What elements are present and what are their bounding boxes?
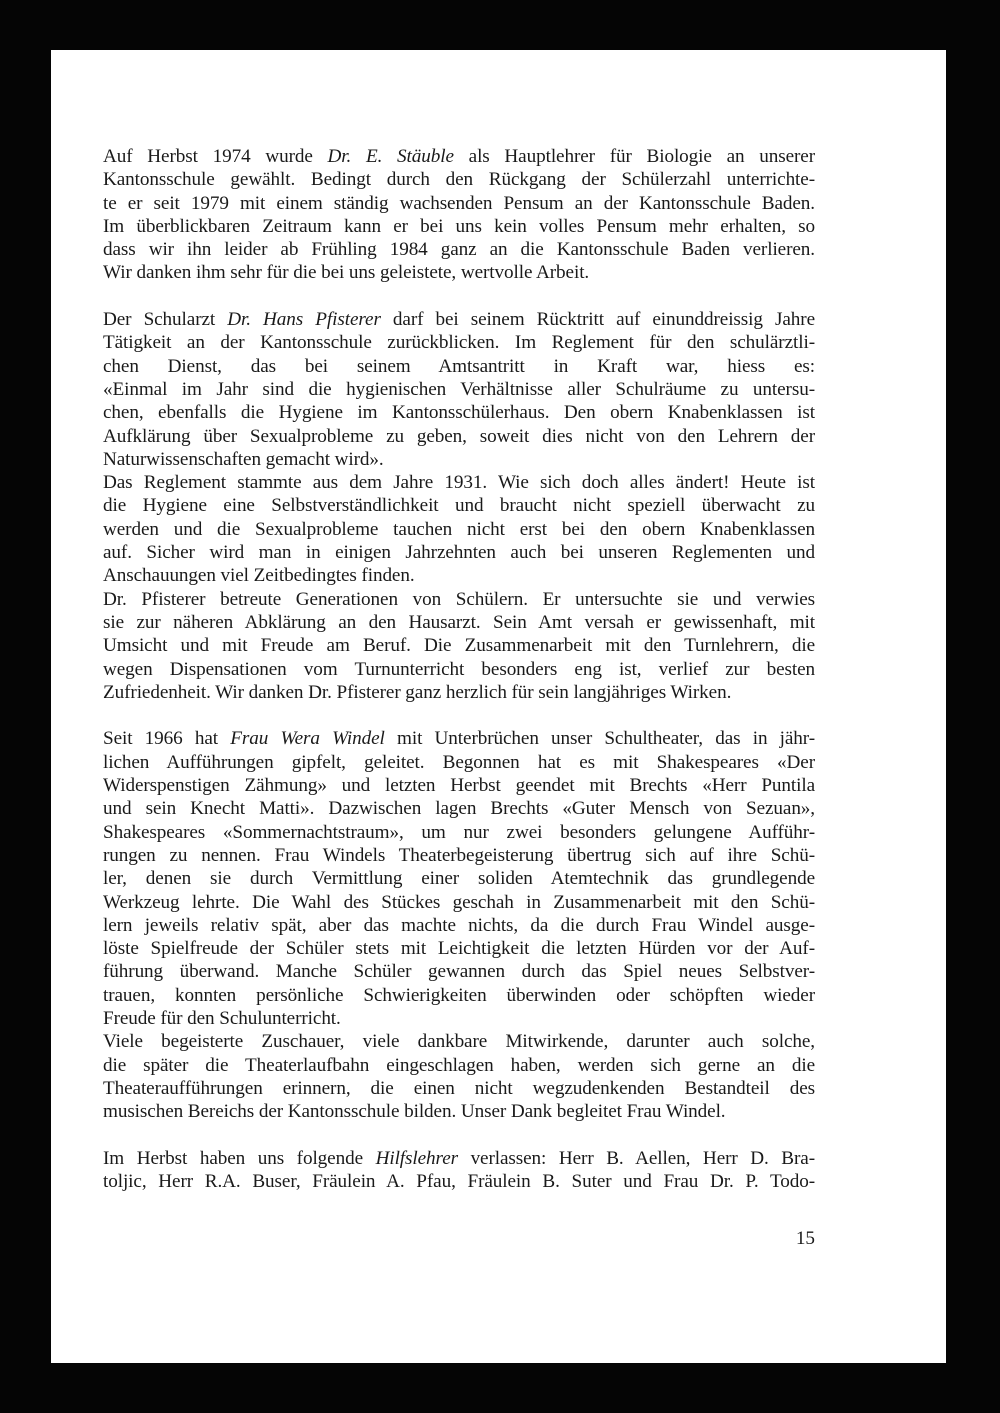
text-segment: auf. Sicher wird man in einigen Jahrzehnten auch bei unseren Reglementen und <box>103 542 815 564</box>
text-segment: lern jeweils relativ spät, aber das machte nichts, da die durch Frau Windel ausge- <box>103 914 815 936</box>
text-segment: verlassen: Herr B. Aellen, Herr D. Bra- <box>457 1147 815 1169</box>
text-line <box>103 1054 815 1077</box>
text-line <box>103 588 815 611</box>
text-line <box>103 727 815 750</box>
text-segment: wegen Dispensationen vom Turnunterricht besonders eng ist, verlief zur besten <box>103 658 815 680</box>
text-line <box>103 821 815 844</box>
text-segment: Umsicht und mit Freude am Beruf. Die Zusammenarbeit mit den Turnlehrern, die <box>103 635 815 657</box>
text-line <box>103 1007 815 1030</box>
text-segment: «Einmal im Jahr sind die hygienischen Verhältnisse aller Schulräume zu untersu- <box>103 378 815 400</box>
text-line <box>103 541 815 564</box>
emphasized-name: Frau Wera Windel <box>230 728 385 750</box>
text-segment: mit Unterbrüchen unser Schultheater, das in jähr- <box>384 728 816 750</box>
text-line <box>103 774 815 797</box>
text-line <box>103 1077 815 1100</box>
text-line <box>103 797 815 820</box>
text-segment: Dr. Pfisterer betreute Generationen von Schülern. Er untersuchte sie und verwies <box>103 588 815 610</box>
text-line <box>103 1147 815 1170</box>
text-segment: Viele begeisterte Zuschauer, viele dankbare Mitwirkende, darunter auch solche, <box>103 1031 815 1053</box>
text-segment: Seit 1966 hat <box>103 728 231 750</box>
text-segment: musischen Bereichs der Kantonsschule bilden. Unser Dank begleitet Frau Windel. <box>103 1101 726 1123</box>
text-segment: ler, denen sie durch Vermittlung einer soliden Atemtechnik das grundlegende <box>103 868 815 890</box>
text-segment: Shakespeares «Sommernachtstraum», um nur zwei besonders gelungene Aufführ- <box>103 821 815 843</box>
text-line <box>103 1170 815 1193</box>
text-line <box>103 960 815 983</box>
text-line <box>103 658 815 681</box>
emphasized-name: Hilfslehrer <box>375 1147 458 1169</box>
text-segment: Kantonsschule gewählt. Bedingt durch den Rückgang der Schülerzahl unterrichte- <box>103 169 815 191</box>
emphasized-name: Dr. E. Stäuble <box>327 146 454 167</box>
text-line <box>103 634 815 657</box>
paragraph-staeuble <box>103 145 815 285</box>
text-line <box>103 331 815 354</box>
text-line <box>103 518 815 541</box>
text-segment: Werkzeug lehrte. Die Wahl des Stückes geschah in Zusammenarbeit mit den Schü- <box>103 891 815 913</box>
text-segment: die Hygiene eine Selbstverständlichkeit und braucht nicht speziell überwacht zu <box>103 495 815 517</box>
text-segment: als Hauptlehrer für Biologie an unserer <box>453 146 815 167</box>
page-number: 15 <box>795 1228 815 1249</box>
text-line <box>103 611 815 634</box>
paragraph-windel <box>103 727 815 1123</box>
text-line <box>103 867 815 890</box>
body-text <box>103 145 815 1217</box>
text-segment: Zufriedenheit. Wir danken Dr. Pfisterer ganz herzlich für sein langjähriges Wirken. <box>103 681 732 703</box>
text-line <box>103 401 815 424</box>
text-segment: dass wir ihn leider ab Frühling 1984 ganz an die Kantonsschule Baden verlieren. <box>103 239 815 261</box>
text-line <box>103 425 815 448</box>
text-segment: rungen zu nennen. Frau Windels Theaterbegeisterung übertrug sich auf ihre Schü- <box>103 844 815 866</box>
text-segment: te er seit 1979 mit einem ständig wachsenden Pensum an der Kantonsschule Baden. <box>103 192 815 214</box>
text-segment: toljic, Herr R.A. Buser, Fräulein A. Pfau, Fräulein B. Suter und Frau Dr. P. Todo- <box>103 1171 815 1193</box>
text-line <box>103 494 815 517</box>
text-segment: Auf Herbst 1974 wurde <box>103 146 328 167</box>
text-segment: Tätigkeit an der Kantonsschule zurückblicken. Im Reglement für den schulärztli- <box>103 332 815 354</box>
text-segment: chen Dienst, das bei seinem Amtsantritt in Kraft war, hiess es: <box>103 355 815 377</box>
text-segment: darf bei seinem Rücktritt auf einunddreissig Jahre <box>380 309 815 331</box>
text-segment: trauen, konnten persönliche Schwierigkeiten überwinden oder schöpften wieder <box>103 984 815 1006</box>
text-segment: Theateraufführungen erinnern, die einen nicht wegzudenkenden Bestandteil des <box>103 1077 815 1099</box>
text-line <box>103 1100 815 1123</box>
text-line <box>103 1030 815 1053</box>
text-line <box>103 564 815 587</box>
text-segment: Widerspenstigen Zähmung» und letzten Herbst geendet mit Brechts «Herr Puntila <box>103 775 815 797</box>
text-line <box>103 891 815 914</box>
text-line <box>103 168 815 191</box>
text-line <box>103 192 815 215</box>
text-line <box>103 238 815 261</box>
text-segment: Im überblickbaren Zeitraum kann er bei uns kein volles Pensum mehr erhalten, so <box>103 215 815 237</box>
text-line <box>103 355 815 378</box>
text-segment: Im Herbst haben uns folgende <box>103 1147 376 1169</box>
text-segment: die später die Theaterlaufbahn eingeschlagen haben, werden sich gerne an die <box>103 1054 815 1076</box>
emphasized-name: Dr. Hans Pfisterer <box>227 309 381 331</box>
text-segment: Freude für den Schulunterricht. <box>103 1007 341 1029</box>
text-segment: chen, ebenfalls die Hygiene im Kantonsschülerhaus. Den obern Knabenklassen ist <box>103 402 815 424</box>
text-line <box>103 215 815 238</box>
text-line <box>103 984 815 1007</box>
text-line <box>103 145 815 168</box>
text-segment: führung überwand. Manche Schüler gewannen durch das Spiel neues Selbstver- <box>103 961 815 983</box>
text-line <box>103 681 815 704</box>
text-line <box>103 378 815 401</box>
text-segment: Wir danken ihm sehr für die bei uns geleistete, wertvolle Arbeit. <box>103 262 590 284</box>
text-segment: Anschauungen viel Zeitbedingtes finden. <box>103 565 415 587</box>
text-line <box>103 448 815 471</box>
text-line <box>103 914 815 937</box>
text-segment: Aufklärung über Sexualprobleme zu geben, soweit dies nicht von den Lehrern der <box>103 425 815 447</box>
text-line <box>103 261 815 284</box>
paragraph-hilfslehrer <box>103 1147 815 1194</box>
text-line <box>103 937 815 960</box>
text-segment: lichen Aufführungen gipfelt, geleitet. Begonnen hat es mit Shakespeares «Der <box>103 751 815 773</box>
text-line <box>103 751 815 774</box>
paragraph-pfisterer <box>103 308 815 704</box>
text-segment: sie zur näheren Abklärung an den Hausarzt. Sein Amt versah er gewissenhaft, mit <box>103 611 815 633</box>
text-segment: werden und die Sexualprobleme tauchen nicht erst bei den obern Knabenklassen <box>103 518 815 540</box>
text-segment: löste Spielfreude der Schüler stets mit Leichtigkeit die letzten Hürden vor der Auf- <box>103 938 815 960</box>
document-page <box>51 50 946 1363</box>
text-line <box>103 471 815 494</box>
text-segment: und sein Knecht Matti». Dazwischen lagen Brechts «Guter Mensch von Sezuan», <box>103 798 815 820</box>
text-line <box>103 308 815 331</box>
text-segment: Naturwissenschaften gemacht wird». <box>103 448 384 470</box>
text-segment: Das Reglement stammte aus dem Jahre 1931. Wie sich doch alles ändert! Heute ist <box>103 472 815 494</box>
text-line <box>103 844 815 867</box>
text-segment: Der Schularzt <box>103 309 228 331</box>
